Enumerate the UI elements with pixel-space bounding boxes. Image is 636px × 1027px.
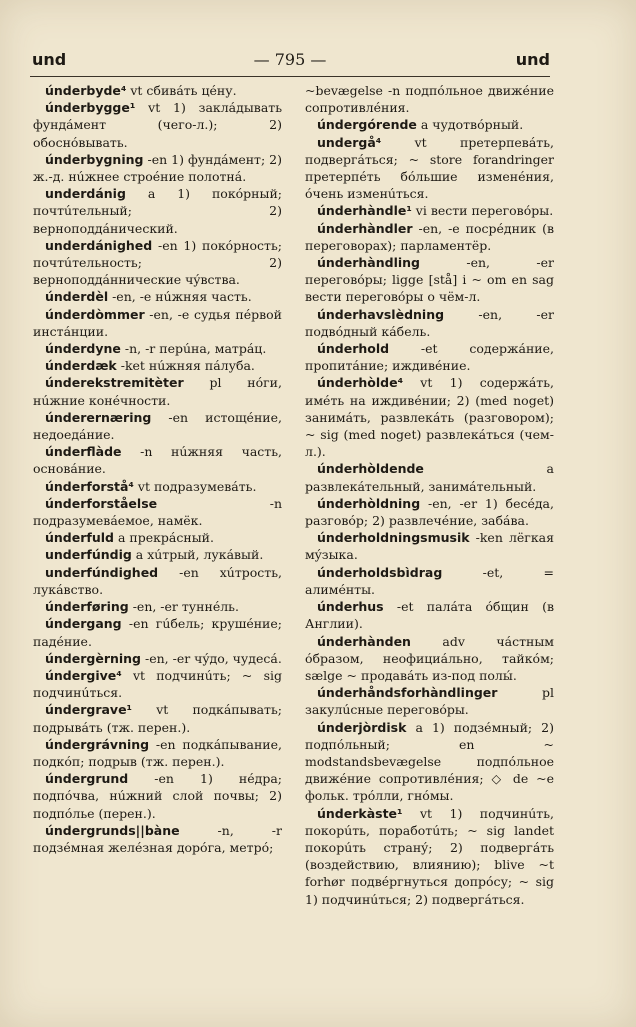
headword: underdánig bbox=[45, 186, 126, 202]
headword: únderhàndling bbox=[317, 255, 420, 271]
headword: únderholdsbìdrag bbox=[317, 564, 443, 580]
headword: únderbygning bbox=[45, 151, 144, 167]
left-column bbox=[33, 82, 282, 856]
left-guide-word: und bbox=[32, 50, 67, 69]
headword: úndergive⁴ bbox=[45, 667, 122, 683]
page-number: — 795 — bbox=[253, 50, 327, 69]
definition: pl закулúсные перегово́ры. bbox=[305, 685, 554, 718]
right-guide-word: und bbox=[515, 50, 550, 69]
headword: úndergrund bbox=[45, 771, 129, 787]
dictionary-entry bbox=[305, 495, 554, 529]
dictionary-entry bbox=[305, 254, 554, 306]
headword: únderfuld bbox=[45, 530, 114, 546]
definition: -n нúжняя часть, основáние. bbox=[33, 444, 282, 477]
headword: úndergrave¹ bbox=[45, 702, 133, 718]
headword: únderføring bbox=[45, 599, 129, 615]
headword: únderholdningsmusik bbox=[317, 530, 470, 546]
definition: -ket нúжняя пáлуба. bbox=[116, 358, 255, 374]
headword: únderhànden bbox=[317, 633, 411, 649]
definition: vi вести перегово́ры. bbox=[411, 203, 554, 219]
headword: underfúndighed bbox=[45, 564, 159, 580]
headword: únderflàde bbox=[45, 444, 122, 460]
definition: ~bevægelse -n подпóльное движéние сопротивлéния. bbox=[305, 83, 554, 116]
definition: a хúтрый, лукáвый. bbox=[131, 547, 264, 563]
dictionary-entry bbox=[33, 99, 282, 151]
dictionary-entry bbox=[33, 615, 282, 649]
definition: vt 1) заклáдывать фундáмент (чего-л.); 2) обоснóвывать. bbox=[33, 100, 282, 150]
headword: únderjòrdisk bbox=[317, 719, 407, 735]
headword: únderhåndsforhàndlinger bbox=[317, 685, 498, 701]
headword: únderhòldende bbox=[317, 461, 424, 477]
dictionary-entry bbox=[33, 306, 282, 340]
header-rule bbox=[30, 76, 550, 77]
headword: underfúndig bbox=[45, 547, 132, 563]
dictionary-entry bbox=[33, 288, 282, 305]
dictionary-entry bbox=[33, 770, 282, 822]
headword: únderdyne bbox=[45, 341, 121, 357]
definition: -en, -e нúжняя часть. bbox=[108, 289, 252, 305]
headword: únderhòlde⁴ bbox=[317, 375, 404, 391]
definition: -n подразумевáемое, намёк. bbox=[33, 495, 282, 529]
dictionary-entry bbox=[33, 598, 282, 615]
headword: únderhòldning bbox=[317, 495, 421, 511]
definition: a развлекáтельный, занимáтельный. bbox=[305, 461, 554, 494]
headword: únderhus bbox=[317, 599, 384, 615]
dictionary-entry bbox=[305, 633, 554, 685]
right-column bbox=[305, 82, 554, 908]
definition: -en гúбель; крушéние; падéние. bbox=[33, 616, 282, 649]
dictionary-entry bbox=[305, 719, 554, 805]
dictionary-entry bbox=[33, 151, 282, 185]
dictionary-entry bbox=[33, 409, 282, 443]
definition: -en, -er перегово́ры; ligge [stå] i ~ om en sag вести перегово́ры о чём-л. bbox=[305, 255, 554, 305]
definition: a 1) подзéмный; 2) подпóльный; en ~ modstandsbevægelse подпóльное движéние сопротивлéния; ◇ de ~e фольк. трóлли, гнóмы. bbox=[305, 719, 554, 804]
definition: -et палáта óбщин (в Англии). bbox=[305, 599, 554, 632]
definition: -et содержáние, пропитáние; иждивéние. bbox=[305, 341, 554, 374]
dictionary-entry bbox=[305, 529, 554, 563]
definition: -en 1) нéдра; подпóчва, нúжний слой почвы; 2) подпóлье (перен.). bbox=[33, 771, 282, 821]
headword: únderhavslèdning bbox=[317, 306, 445, 322]
definition: pl нóги, нúжние конéчности. bbox=[33, 375, 282, 408]
dictionary-entry bbox=[305, 202, 554, 219]
dictionary-entry bbox=[305, 116, 554, 133]
definition: vt претерпевáть, подвергáться; ~ store forandringer претерпéть бóльшие изменéния, óчень изменúться. bbox=[305, 134, 554, 202]
definition: vt 1) подчинúть, покорúть, поработúть; ~ sig landet покорúть странý; 2) подвергáть (воздействию, влиянию); blive ~t forhør подвéргнуться допрóсу; ~ sig 1) подчинúться; 2) подвергáться. bbox=[305, 805, 554, 907]
definition: adv чáстным óбразом, неофициáльно, тайкóм; sælge ~ продавáть из-под полы́. bbox=[305, 633, 554, 683]
definition: vt подчинúть; ~ sig подчинúться. bbox=[33, 667, 282, 701]
definition: -et, = алимéнты. bbox=[305, 564, 554, 597]
definition: a чудотвóрный. bbox=[416, 117, 524, 133]
headword: únderdèl bbox=[45, 289, 109, 305]
dictionary-entry bbox=[305, 598, 554, 632]
definition: a прекрáсный. bbox=[113, 530, 214, 546]
definition: -en хúтрость, лукáвство. bbox=[33, 564, 282, 597]
dictionary-entry bbox=[305, 134, 554, 203]
dictionary-entry bbox=[33, 185, 282, 237]
definition: a 1) покóрный; почтúтельный; 2) верноподдáнический. bbox=[33, 186, 282, 236]
definition: -en подкáпывание, подкóп; подрыв (тж. перен.). bbox=[33, 736, 282, 769]
dictionary-entry bbox=[305, 306, 554, 340]
definition: -ken лёгкая мýзыка. bbox=[305, 530, 554, 563]
definition: -en, -er подвóдный кáбель. bbox=[305, 306, 554, 339]
headword: únderhàndle¹ bbox=[317, 203, 412, 219]
dictionary-entry bbox=[33, 478, 282, 495]
dictionary-entry bbox=[305, 460, 554, 494]
definition: -en 1) фундáмент; 2) ж.-д. нúжнее строéние полотнá. bbox=[33, 151, 282, 185]
dictionary-entry bbox=[33, 701, 282, 735]
definition: -n, -r перúна, матрáц. bbox=[120, 341, 267, 357]
headword: úndergórende bbox=[317, 117, 417, 133]
headword: únderbygge¹ bbox=[45, 100, 136, 116]
dictionary-entry bbox=[33, 667, 282, 701]
dictionary-entry bbox=[33, 374, 282, 408]
dictionary-entry bbox=[33, 82, 282, 99]
headword: únderekstremitèter bbox=[45, 375, 184, 391]
headword: undergå⁴ bbox=[317, 134, 382, 150]
definition: -en истощéние, недоедáние. bbox=[33, 409, 282, 443]
dictionary-entry bbox=[33, 357, 282, 374]
definition: -en, -er 1) бесéда, разговóр; 2) развлечéние, забáва. bbox=[305, 495, 554, 529]
definition: vt 1) содержáть, имéть на иждивéнии; 2) (med noget) занимáть, развлекáть (разговором); ~ sig (med noget) развлекáться (чем-л.). bbox=[305, 375, 554, 460]
dictionary-entry bbox=[305, 220, 554, 254]
headword: únderdæk bbox=[45, 358, 117, 374]
headword: únderbyde⁴ bbox=[45, 83, 127, 98]
headword: úndergrávning bbox=[45, 736, 150, 752]
definition: vt подкáпывать; подрывáть (тж. перен.). bbox=[33, 702, 282, 735]
definition: -en, -er чýдо, чудесá. bbox=[141, 650, 282, 666]
dictionary-entry bbox=[33, 443, 282, 477]
definition: vt подразумевáть. bbox=[133, 478, 257, 494]
dictionary-entry bbox=[33, 736, 282, 770]
dictionary-entry bbox=[33, 822, 282, 856]
headword: únderdòmmer bbox=[45, 306, 145, 322]
headword: úndergèrning bbox=[45, 650, 142, 666]
headword: únderforståelse bbox=[45, 495, 158, 511]
headword: únderhold bbox=[317, 341, 390, 357]
headword: únderhàndler bbox=[317, 220, 413, 236]
headword: úndergrunds||bàne bbox=[45, 822, 180, 838]
dictionary-entry bbox=[33, 546, 282, 563]
dictionary-entry bbox=[33, 529, 282, 546]
dictionary-entry bbox=[33, 495, 282, 529]
headword: únderernæring bbox=[45, 409, 152, 425]
definition: vt сбивáть цéну. bbox=[126, 83, 237, 98]
definition: -en, -er туннéль. bbox=[128, 599, 239, 615]
headword: únderforstå⁴ bbox=[45, 478, 134, 494]
dictionary-entry-continuation bbox=[305, 82, 554, 116]
dictionary-entry bbox=[305, 805, 554, 908]
dictionary-entry bbox=[33, 650, 282, 667]
running-head bbox=[30, 48, 550, 72]
dictionary-entry bbox=[305, 374, 554, 460]
dictionary-entry bbox=[305, 684, 554, 718]
headword: únderkàste¹ bbox=[317, 805, 403, 821]
definition: -en, -e посрéдник (в переговорах); парламентёр. bbox=[305, 220, 554, 253]
definition: -n, -r подзéмная желéзная дорóга, метрó; bbox=[33, 822, 282, 855]
headword: úndergang bbox=[45, 616, 122, 632]
definition: -en 1) покóрность; почтúтельность; 2) верноподдáннические чýвства. bbox=[33, 237, 282, 288]
dictionary-entry bbox=[33, 340, 282, 357]
dictionary-entry bbox=[305, 564, 554, 598]
dictionary-entry bbox=[33, 237, 282, 289]
dictionary-entry bbox=[305, 340, 554, 374]
definition: -en, -e судья пéрвой инстáнции. bbox=[33, 306, 282, 339]
headword: underdánighed bbox=[45, 237, 153, 253]
dictionary-entry bbox=[33, 564, 282, 598]
